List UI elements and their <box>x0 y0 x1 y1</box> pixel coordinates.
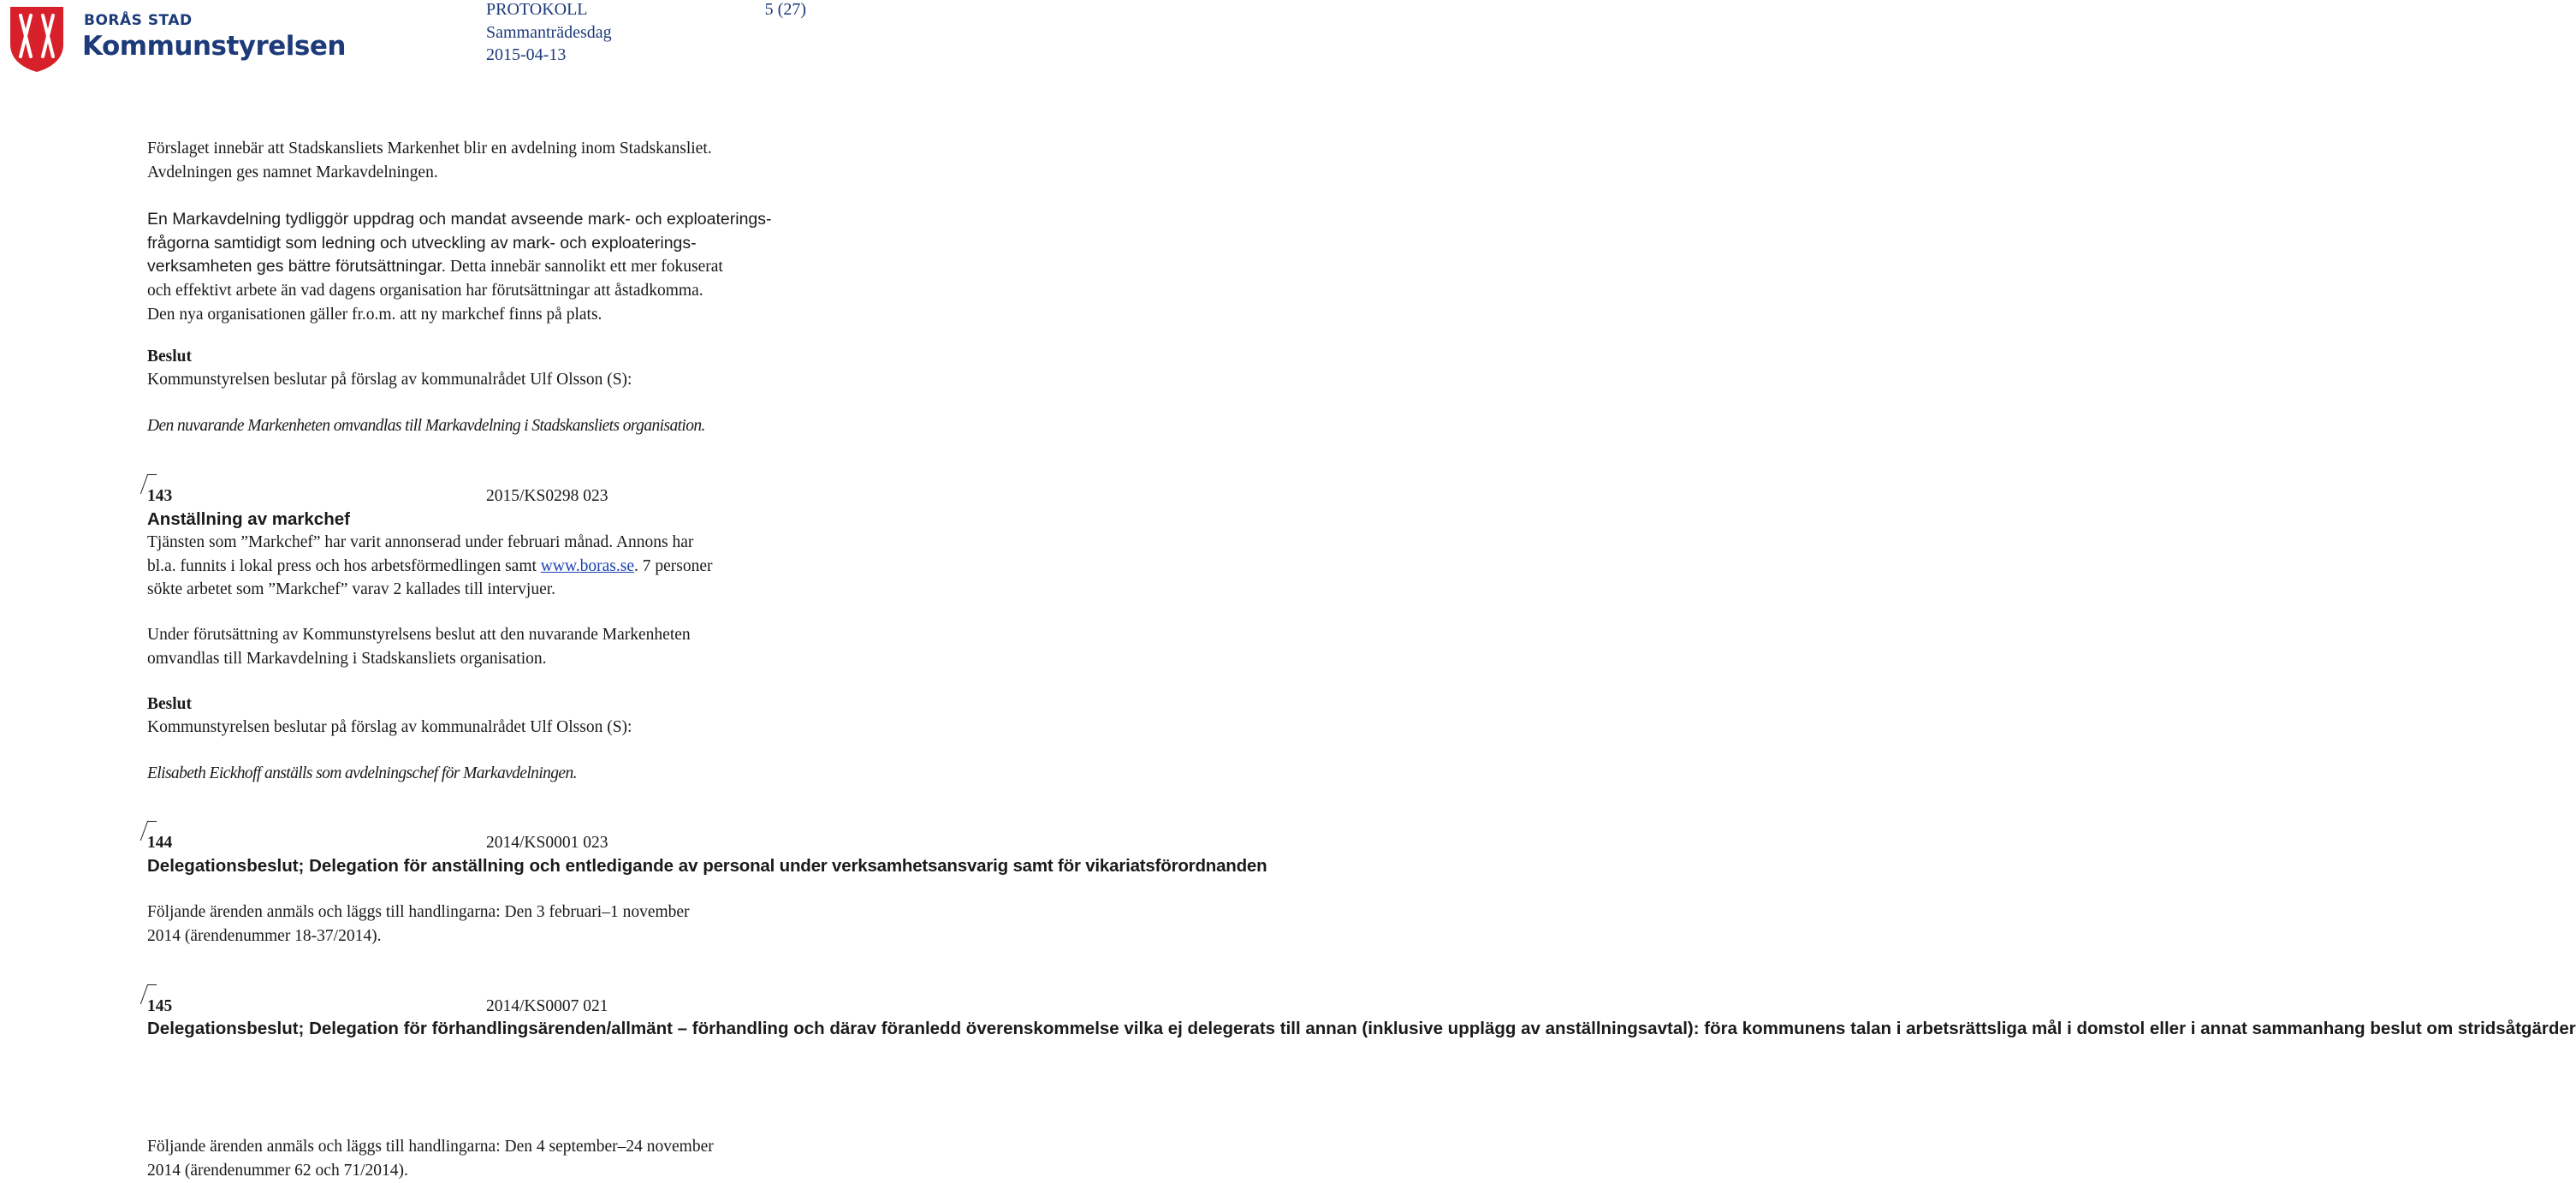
boras-coat-of-arms-icon <box>7 5 67 74</box>
case-number: 144 <box>147 834 173 852</box>
intro-proposal: Kommunstyrelsen beslutar på förslag av kommunalrådet Ulf Olsson (S): <box>147 371 632 389</box>
municipality-logo <box>7 5 346 72</box>
case-143-header <box>147 484 608 508</box>
case-144-title: Delegationsbeslut; Delegation för anställning och entledigande av personal under verksamhetsansvarig samt för vikariatsförordnanden <box>147 856 1267 876</box>
case-143-decision: Elisabeth Eickhoff anställs som avdelningschef för Markavdelningen. <box>147 764 577 782</box>
case-145-header <box>147 995 608 1018</box>
page-number: 5 (27) <box>764 0 806 19</box>
meeting-label: Sammanträdesdag <box>486 23 612 42</box>
case-144-body: Följande ärenden anmäls och läggs till handlingarna: Den 3 februari–1 november 2014 (ärendenummer 18-37/2014). <box>147 903 690 945</box>
intro-paragraph-1: Förslaget innebär att Stadskansliets Markenhet blir en avdelning inom Stadskansliet. Avdelningen ges namnet Markavdelningen. <box>147 140 712 181</box>
intro-decision: Den nuvarande Markenheten omvandlas till Markavdelning i Stadskansliets organisation. <box>147 417 705 435</box>
case-144-header <box>147 831 608 854</box>
intro-paragraph-2-cont: och effektivt arbete än vad dagens organisation har förutsättningar att åstadkomma. Den nya organisationen gäller fr.o.m. att ny markchef finns på plats. <box>147 282 703 324</box>
boras-website-link[interactable]: www.boras.se <box>540 556 635 575</box>
case-143-proposal: Kommunstyrelsen beslutar på förslag av kommunalrådet Ulf Olsson (S): <box>147 718 632 736</box>
meeting-date: 2015-04-13 <box>486 45 567 64</box>
document-type: PROTOKOLL <box>486 0 588 19</box>
case-143-title: Anställning av markchef <box>147 509 350 529</box>
department-name: Kommunstyrelsen <box>82 31 346 62</box>
case-number: 145 <box>147 997 173 1015</box>
case-reference: 2015/KS0298 023 <box>486 487 608 505</box>
beslut-heading: Beslut <box>147 695 193 713</box>
case-143-body: Tjänsten som ”Markchef” har varit annonserad under februari månad. Annons har bl.a. funnits i lokal press och hos arbetsförmedlingen samt www.boras.se. 7 personer sökte arbetet som ”Markchef” varav 2 kallades till intervjuer. <box>147 533 713 598</box>
case-reference: 2014/KS0007 021 <box>486 997 608 1015</box>
organization-name: BORÅS STAD <box>84 12 193 29</box>
case-145-body: Följande ärenden anmäls och läggs till handlingarna: Den 4 september–24 november 2014 (ärendenummer 62 och 71/2014). <box>147 1138 714 1180</box>
case-reference: 2014/KS0001 023 <box>486 834 608 852</box>
case-number: 143 <box>147 487 173 505</box>
case-145-title: Delegationsbeslut; Delegation för förhandlingsärenden/allmänt – förhandling och därav föranledd överenskommelse vilka ej delegerats till annan (inklusive upplägg av anställningsavtal): föra kommunens talan i arbetsrättsliga mål i domstol eller i annat sammanhang beslut om stridsåtgärder <box>147 1019 2576 1038</box>
intro-paragraph-2: En Markavdelning tydliggör uppdrag och mandat avseende mark- och exploaterings- frågorna samtidigt som ledning och utveckling av mark- och exploaterings- verksamheten ges bättre förutsättningar. Detta innebär sannolikt ett mer fokuserat <box>147 210 772 276</box>
beslut-heading: Beslut <box>147 348 193 366</box>
case-143-condition: Under förutsättning av Kommunstyrelsens beslut att den nuvarande Markenheten omvandlas till Markavdelning i Stadskansliets organisation. <box>147 626 691 668</box>
